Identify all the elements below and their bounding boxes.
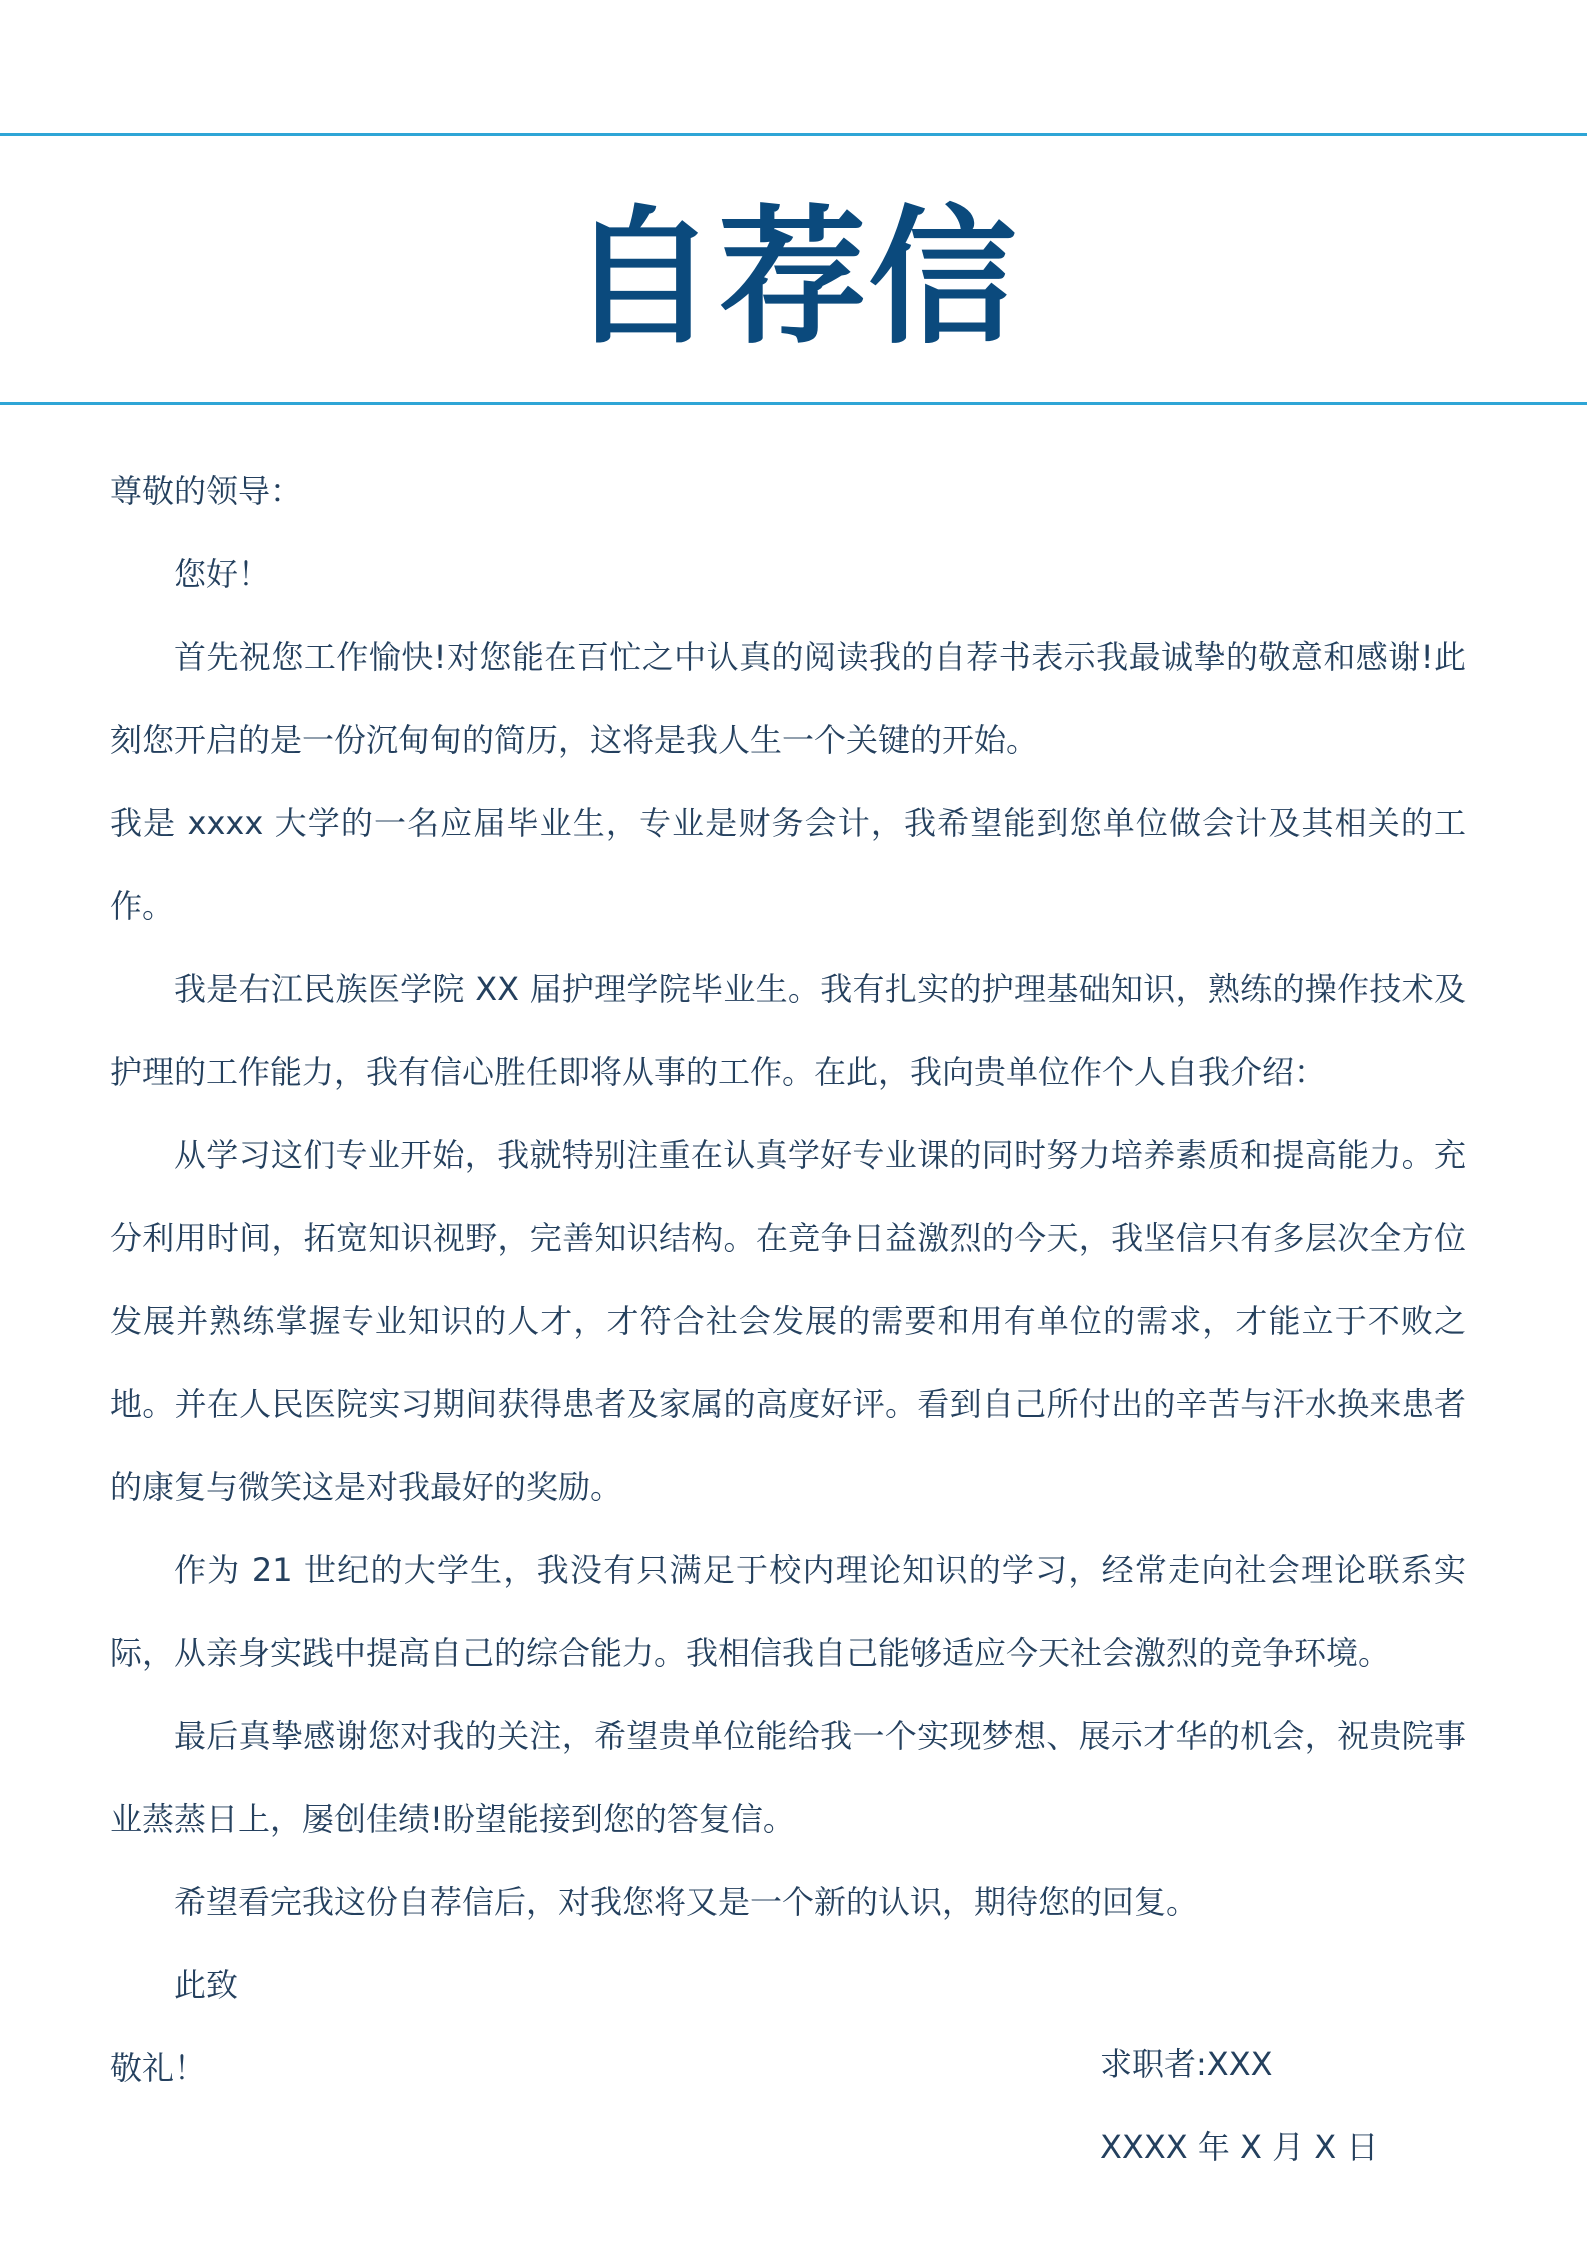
document-title: 自荐信	[568, 192, 1019, 364]
signature: 求职者:XXX	[1100, 2045, 1273, 2083]
paragraph-hope: 希望看完我这份自荐信后，对我您将又是一个新的认识，期待您的回复。	[174, 1883, 1199, 1921]
letter-body	[110, 450, 1466, 2110]
paragraph-thanks: 最后真挚感谢您对我的关注，希望贵单位能给我一个实现梦想、展示才华的机会，祝贵院事业蒸蒸日上，屡创佳绩!盼望能接到您的答复信。	[110, 1717, 1466, 1838]
paragraph-study: 从学习这们专业开始，我就特别注重在认真学好专业课的同时努力培养素质和提高能力。充分利用时间，拓宽知识视野，完善知识结构。在竞争日益激烈的今天，我坚信只有多层次全方位发展并熟练掌握专业知识的人才，才符合社会发展的需要和用有单位的需求，才能立于不败之地。并在人民医院实习期间获得患者及家属的高度好评。看到自己所付出的辛苦与汗水换来患者的康复与微笑这是对我最好的奖励。	[110, 1136, 1466, 1506]
paragraph-major: 我是 xxxx 大学的一名应届毕业生，专业是财务会计，我希望能到您单位做会计及其相关的工作。	[110, 804, 1466, 925]
signature-date: XXXX 年 X 月 X 日	[1100, 2128, 1379, 2166]
paragraph-school: 我是右江民族医学院 XX 届护理学院毕业生。我有扎实的护理基础知识，熟练的操作技术及护理的工作能力，我有信心胜任即将从事的工作。在此，我向贵单位作个人自我介绍：	[110, 970, 1466, 1091]
closing-jingli: 敬礼！	[110, 2049, 207, 2087]
paragraph-intro: 首先祝您工作愉快!对您能在百忙之中认真的阅读我的自荐书表示我最诚挚的敬意和感谢!此刻您开启的是一份沉甸甸的简历，这将是我人生一个关键的开始。	[110, 638, 1466, 759]
salutation: 尊敬的领导：	[110, 472, 303, 510]
greeting: 您好！	[174, 555, 271, 593]
paragraph-practice: 作为 21 世纪的大学生，我没有只满足于校内理论知识的学习，经常走向社会理论联系实际，从亲身实践中提高自己的综合能力。我相信我自己能够适应今天社会激烈的竞争环境。	[110, 1551, 1466, 1672]
header-top-rule	[0, 133, 1587, 136]
header-bottom-rule	[0, 402, 1587, 405]
closing-cizhi: 此致	[174, 1966, 239, 2004]
